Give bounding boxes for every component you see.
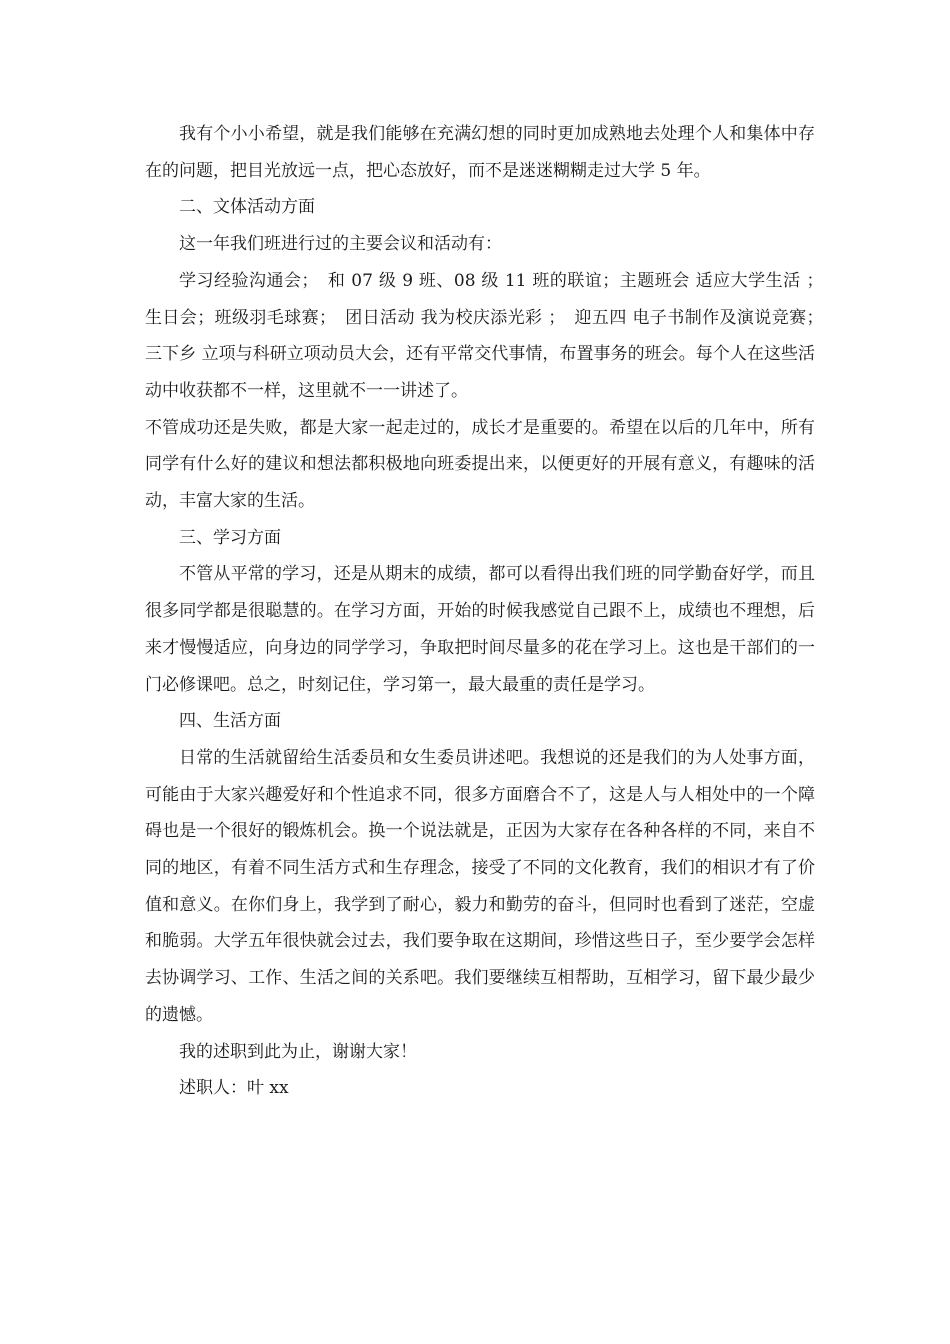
section-heading-life: 四、生活方面	[179, 711, 281, 732]
paragraph-growth: 不管成功还是失败，都是大家一起走过的，成长才是重要的。希望在以后的几年中，所有同学有什么好的建议和想法都积极地向班委提出来，以便更好的开展有意义，有趣味的活动，丰富大家的生活。	[145, 417, 815, 512]
paragraph-hope: 我有个小小希望，就是我们能够在充满幻想的同时更加成熟地去处理个人和集体中存在的问题，把目光放远一点，把心态放好，而不是迷迷糊糊走过大学 5 年。	[145, 124, 815, 181]
paragraph-meetings-intro: 这一年我们班进行过的主要会议和活动有：	[179, 234, 502, 255]
section-heading-study: 三、学习方面	[179, 527, 281, 548]
section-heading-sports: 二、文体活动方面	[179, 197, 315, 218]
paragraph-activities-list: 学习经验沟通会； 和 07 级 9 班、08 级 11 班的联谊；主题班会 适应大学生活 ； 生日会；班级羽毛球赛； 团日活动 我为校庆添光彩 ； 迎五四 电子书制作及演说竞赛； 三下乡 立项与科研立项动员大会，还有平常交代事情，布置事务的班会。每个人在这些活动中收获都不一样，这里就不一一讲述了。	[145, 270, 832, 401]
paragraph-study: 不管从平常的学习，还是从期末的成绩，都可以看得出我们班的同学勤奋好学，而且很多同学都是很聪慧的。在学习方面，开始的时候我感觉自己跟不上，成绩也不理想，后来才慢慢适应，向身边的同学学习，争取把时间尽量多的花在学习上。这也是干部们的一门必修课吧。总之，时刻记住，学习第一，最大最重的责任是学习。	[145, 564, 815, 695]
signature-line: 述职人：叶 xx	[179, 1078, 289, 1099]
paragraph-closing: 我的述职到此为止，谢谢大家！	[179, 1041, 417, 1062]
paragraph-life: 日常的生活就留给生活委员和女生委员讲述吧。我想说的还是我们的为人处事方面，可能由于大家兴趣爱好和个性追求不同，很多方面磨合不了，这是人与人相处中的一个障碍也是一个很好的锻炼机会。换一个说法就是，正因为大家存在各种各样的不同，来自不同的地区，有着不同生活方式和生存理念，接受了不同的文化教育，我们的相识才有了价值和意义。在你们身上，我学到了耐心，毅力和勤劳的奋斗，但同时也看到了迷茫，空虚和脆弱。大学五年很快就会过去，我们要争取在这期间，珍惜这些日子，至少要学会怎样去协调学习、工作、生活之间的关系吧。我们要继续互相帮助，互相学习，留下最少最少的遗憾。	[145, 747, 815, 1025]
document-body	[145, 116, 832, 1107]
